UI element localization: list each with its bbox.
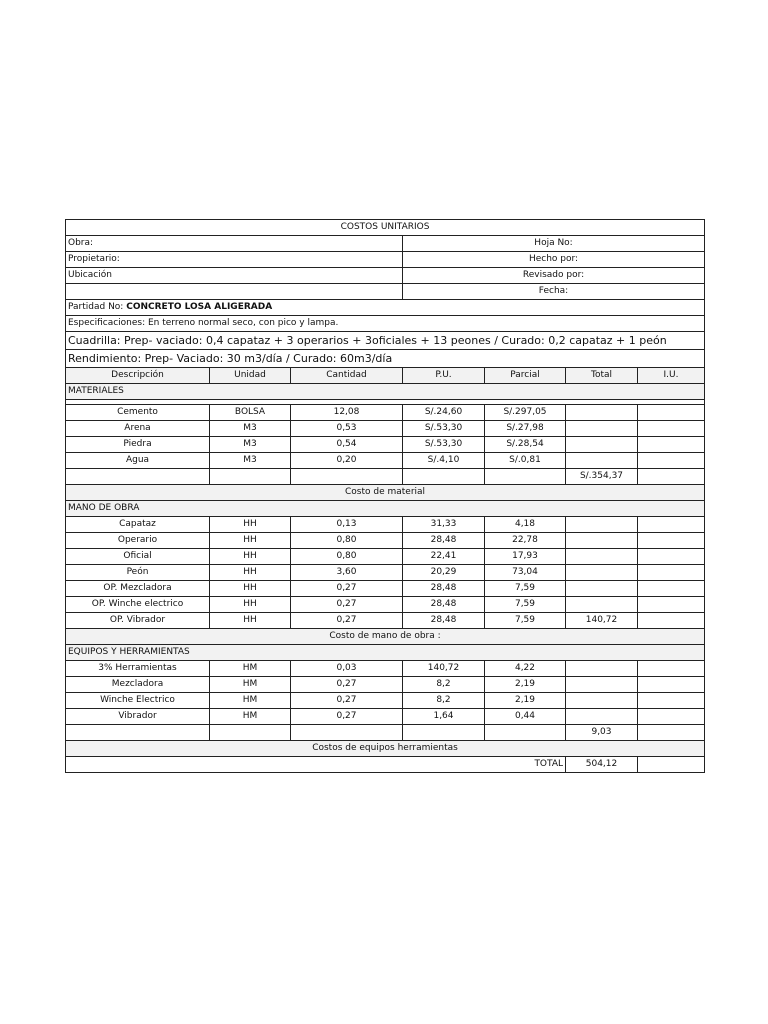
materiales-heading: MATERIALES — [66, 384, 705, 400]
descripcion-cell: Mezcladora — [66, 677, 210, 693]
cantidad-cell: 0,53 — [291, 421, 403, 437]
pu-cell: S/.53,30 — [403, 421, 485, 437]
total-cell — [566, 693, 638, 709]
column-header-row — [66, 368, 705, 384]
empty-cell — [638, 757, 705, 773]
fecha-label: Fecha: — [403, 284, 705, 300]
descripcion-cell: Oficial — [66, 549, 210, 565]
especificaciones: Especificaciones: En terreno normal seco, con pico y lampa. — [66, 316, 705, 332]
col-cantidad: Cantidad — [291, 368, 403, 384]
iu-cell — [638, 549, 705, 565]
table-row — [66, 581, 705, 597]
partida-value: CONCRETO LOSA ALIGERADA — [126, 302, 273, 312]
iu-cell — [638, 661, 705, 677]
empty-cell — [403, 469, 485, 485]
pu-cell: S/.24,60 — [403, 405, 485, 421]
unidad-cell: HM — [210, 709, 291, 725]
propietario-label: Propietario: — [66, 252, 403, 268]
iu-cell — [638, 581, 705, 597]
cantidad-cell: 0,80 — [291, 533, 403, 549]
unidad-cell: HH — [210, 613, 291, 629]
table-row — [66, 453, 705, 469]
unit-cost-sheet — [65, 219, 704, 773]
pu-cell: S/.4,10 — [403, 453, 485, 469]
parcial-cell: 22,78 — [485, 533, 566, 549]
descripcion-cell: Piedra — [66, 437, 210, 453]
unidad-cell: HH — [210, 581, 291, 597]
total-cell — [566, 517, 638, 533]
iu-cell — [638, 437, 705, 453]
table-row — [66, 565, 705, 581]
iu-cell — [638, 709, 705, 725]
cantidad-cell: 0,27 — [291, 613, 403, 629]
descripcion-cell: Agua — [66, 453, 210, 469]
parcial-cell: 73,04 — [485, 565, 566, 581]
total-cell — [566, 581, 638, 597]
empty-cell — [210, 469, 291, 485]
cantidad-cell: 3,60 — [291, 565, 403, 581]
parcial-cell: 2,19 — [485, 677, 566, 693]
unidad-cell: HH — [210, 565, 291, 581]
parcial-cell: 7,59 — [485, 597, 566, 613]
iu-cell — [638, 517, 705, 533]
unidad-cell: HH — [210, 517, 291, 533]
mano_obra-caption: Costo de mano de obra : — [66, 629, 705, 645]
col-parcial: Parcial — [485, 368, 566, 384]
empty-cell — [66, 725, 210, 741]
pu-cell: 8,2 — [403, 677, 485, 693]
unidad-cell: M3 — [210, 421, 291, 437]
hoja-label: Hoja No: — [403, 236, 705, 252]
pu-cell: 20,29 — [403, 565, 485, 581]
parcial-cell: S/.0,81 — [485, 453, 566, 469]
parcial-cell: 17,93 — [485, 549, 566, 565]
table-row — [66, 597, 705, 613]
col-total: Total — [566, 368, 638, 384]
parcial-cell: 2,19 — [485, 693, 566, 709]
cantidad-cell: 0,27 — [291, 693, 403, 709]
rendimiento: Rendimiento: Prep- Vaciado: 30 m3/día / Curado: 60m3/día — [66, 350, 705, 368]
unidad-cell: HH — [210, 597, 291, 613]
unidad-cell: M3 — [210, 453, 291, 469]
parcial-cell: S/.28,54 — [485, 437, 566, 453]
equipos-caption: Costos de equipos herramientas — [66, 741, 705, 757]
cantidad-cell: 0,13 — [291, 517, 403, 533]
table-row — [66, 677, 705, 693]
total-cell — [566, 405, 638, 421]
equipos-heading: EQUIPOS Y HERRAMIENTAS — [66, 645, 705, 661]
parcial-cell: S/.27,98 — [485, 421, 566, 437]
descripcion-cell: Winche Electrico — [66, 693, 210, 709]
descripcion-cell: OP. Winche electrico — [66, 597, 210, 613]
descripcion-cell: Arena — [66, 421, 210, 437]
empty-cell — [485, 725, 566, 741]
iu-cell — [638, 565, 705, 581]
cantidad-cell: 0,03 — [291, 661, 403, 677]
iu-cell — [638, 597, 705, 613]
unidad-cell: HM — [210, 693, 291, 709]
descripcion-cell: Peón — [66, 565, 210, 581]
revisado-por-label: Revisado por: — [403, 268, 705, 284]
parcial-cell: 7,59 — [485, 613, 566, 629]
grand-total-label: TOTAL — [66, 757, 566, 773]
table-row — [66, 661, 705, 677]
unidad-cell: HH — [210, 549, 291, 565]
cuadrilla: Cuadrilla: Prep- vaciado: 0,4 capataz + 3 operarios + 3oficiales + 13 peones / Curado: 0,2 capataz + 1 peón — [66, 332, 705, 350]
sheet-title: COSTOS UNITARIOS — [66, 220, 705, 236]
empty-cell — [291, 469, 403, 485]
parcial-cell: 4,22 — [485, 661, 566, 677]
empty-cell — [638, 725, 705, 741]
partida-label: Partidad No: — [68, 302, 124, 312]
total-cell — [566, 437, 638, 453]
grand-total-value: 504,12 — [566, 757, 638, 773]
col-iu: I.U. — [638, 368, 705, 384]
materiales-caption: Costo de material — [66, 485, 705, 501]
table-row — [66, 613, 705, 629]
parcial-cell: 0,44 — [485, 709, 566, 725]
col-pu: P.U. — [403, 368, 485, 384]
empty-cell — [291, 725, 403, 741]
ubicacion-label: Ubicación — [66, 268, 403, 284]
pu-cell: 140,72 — [403, 661, 485, 677]
descripcion-cell: OP. Vibrador — [66, 613, 210, 629]
table-row — [66, 517, 705, 533]
table-row — [66, 405, 705, 421]
unidad-cell: BOLSA — [210, 405, 291, 421]
table-row — [66, 437, 705, 453]
total-cell — [566, 709, 638, 725]
pu-cell: 28,48 — [403, 613, 485, 629]
total-cell — [566, 421, 638, 437]
pu-cell: 8,2 — [403, 693, 485, 709]
table-row — [66, 693, 705, 709]
parcial-cell: 7,59 — [485, 581, 566, 597]
cantidad-cell: 0,80 — [291, 549, 403, 565]
unidad-cell: HH — [210, 533, 291, 549]
section-total: S/.354,37 — [566, 469, 638, 485]
empty-cell — [210, 725, 291, 741]
total-cell — [566, 549, 638, 565]
cantidad-cell: 0,27 — [291, 709, 403, 725]
empty-cell — [638, 469, 705, 485]
cantidad-cell: 0,20 — [291, 453, 403, 469]
pu-cell: S/.53,30 — [403, 437, 485, 453]
pu-cell: 28,48 — [403, 581, 485, 597]
total-cell — [566, 677, 638, 693]
pu-cell: 28,48 — [403, 533, 485, 549]
descripcion-cell: Operario — [66, 533, 210, 549]
iu-cell — [638, 693, 705, 709]
descripcion-cell: OP. Mezcladora — [66, 581, 210, 597]
table-row — [66, 421, 705, 437]
empty-cell — [485, 469, 566, 485]
iu-cell — [638, 533, 705, 549]
cantidad-cell: 0,27 — [291, 581, 403, 597]
iu-cell — [638, 405, 705, 421]
cantidad-cell: 0,27 — [291, 597, 403, 613]
total-cell — [566, 533, 638, 549]
table-row — [66, 549, 705, 565]
iu-cell — [638, 613, 705, 629]
table-row — [66, 709, 705, 725]
pu-cell: 28,48 — [403, 597, 485, 613]
cantidad-cell: 0,27 — [291, 677, 403, 693]
parcial-cell: 4,18 — [485, 517, 566, 533]
section-total: 9,03 — [566, 725, 638, 741]
total-cell — [566, 661, 638, 677]
unidad-cell: M3 — [210, 437, 291, 453]
col-descripcion: Descripción — [66, 368, 210, 384]
cantidad-cell: 12,08 — [291, 405, 403, 421]
iu-cell — [638, 453, 705, 469]
unidad-cell: HM — [210, 661, 291, 677]
iu-cell — [638, 677, 705, 693]
unit-cost-table — [65, 219, 705, 773]
pu-cell: 1,64 — [403, 709, 485, 725]
parcial-cell: S/.297,05 — [485, 405, 566, 421]
empty-cell — [66, 469, 210, 485]
descripcion-cell: Vibrador — [66, 709, 210, 725]
pu-cell: 31,33 — [403, 517, 485, 533]
hecho-por-label: Hecho por: — [403, 252, 705, 268]
empty-cell — [403, 725, 485, 741]
mano_obra-heading: MANO DE OBRA — [66, 501, 705, 517]
col-unidad: Unidad — [210, 368, 291, 384]
total-cell — [566, 453, 638, 469]
obra-label: Obra: — [66, 236, 403, 252]
total-cell: 140,72 — [566, 613, 638, 629]
empty-cell — [66, 284, 403, 300]
total-cell — [566, 597, 638, 613]
descripcion-cell: Cemento — [66, 405, 210, 421]
table-row — [66, 533, 705, 549]
unidad-cell: HM — [210, 677, 291, 693]
iu-cell — [638, 421, 705, 437]
descripcion-cell: 3% Herramientas — [66, 661, 210, 677]
partida-row — [66, 300, 705, 316]
cantidad-cell: 0,54 — [291, 437, 403, 453]
descripcion-cell: Capataz — [66, 517, 210, 533]
total-cell — [566, 565, 638, 581]
pu-cell: 22,41 — [403, 549, 485, 565]
